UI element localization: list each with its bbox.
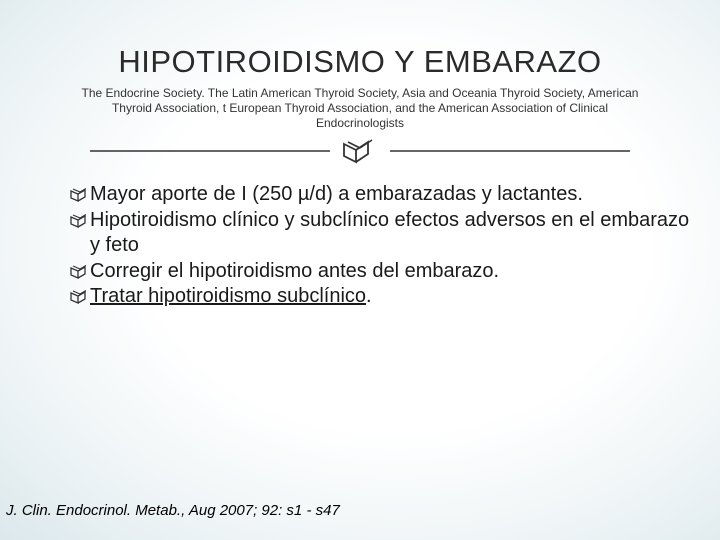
bullet-text-underlined: Tratar hipotiroidismo subclínico [90,285,367,307]
bullet-item [70,208,690,259]
slide-title: HIPOTIROIDISMO Y EMBARAZO [118,44,602,79]
slide-subtitle: The Endocrine Society. The Latin American Thyroid Society, Asia and Oceania Thyroid Society, American Thyroid Association, t European Thyroid Association, and the American Association of Clinical Endocrinologists [81,86,639,130]
bullet-text: Hipotiroidismo clínico y subclínico efectos adversos en el embarazo y feto [90,208,690,256]
title-divider [90,138,630,164]
open-book-icon [70,214,86,228]
bullet-item [70,284,690,310]
open-book-icon [70,290,86,304]
bullet-text: Mayor aporte de I (250 µ/d) a embarazadas y lactantes. [90,183,583,205]
bullet-item [70,182,690,208]
bullet-text-suffix: . [366,285,372,307]
bullet-list [70,182,690,310]
bullet-item [70,259,690,285]
open-book-icon [70,265,86,279]
bullet-text: Corregir el hipotiroidismo antes del embarazo. [90,259,500,282]
open-book-icon [344,140,372,162]
open-book-icon [70,188,86,202]
citation: J. Clin. Endocrinol. Metab., Aug 2007; 92: s1 - s47 [6,502,340,519]
